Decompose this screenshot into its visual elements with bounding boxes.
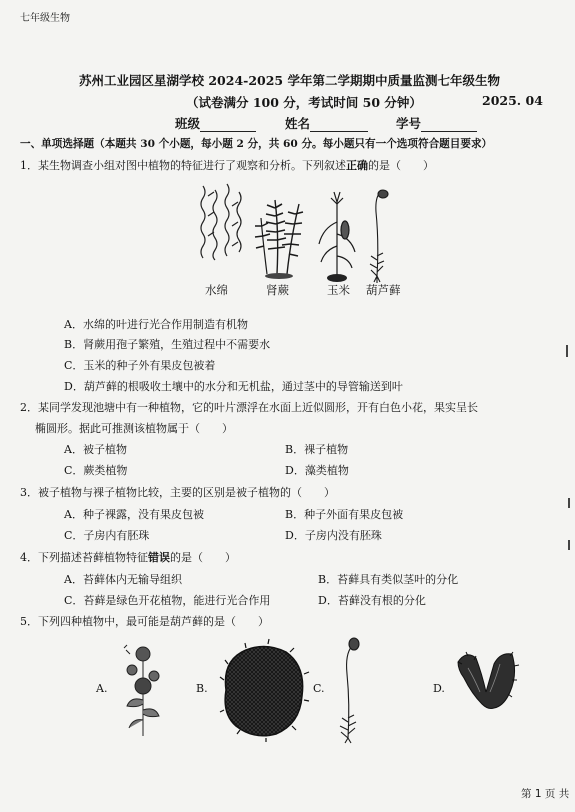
q2-stem-line1: 2．某同学发现池塘中有一种植物，它的叶片漂浮在水面上近似圆形，开有白色小花，果实呈长 <box>20 401 478 414</box>
q4-option-d[interactable]: D．苔藓没有根的分化 <box>318 594 426 607</box>
plant-label-fern: 肾蕨 <box>266 283 289 297</box>
q1-plants-figure <box>195 182 415 292</box>
q5-stem: 5．下列四种植物中，最可能是葫芦藓的是（ ） <box>20 615 269 628</box>
plant-label-corn: 玉米 <box>327 283 350 297</box>
name-field[interactable] <box>285 114 368 132</box>
q1-option-c[interactable]: C．玉米的种子外有果皮包被着 <box>64 359 216 372</box>
grade-tag: 七年级生物 <box>20 13 70 24</box>
fern-drawing <box>255 200 303 279</box>
id-field[interactable] <box>396 114 477 132</box>
q4-option-a[interactable]: A．苔藓体内无输导组织 <box>64 573 182 586</box>
q3-stem: 3．被子植物与裸子植物比较，主要的区别是被子植物的（ ） <box>20 486 335 499</box>
margin-mark <box>566 345 568 357</box>
q2-option-a[interactable]: A．被子植物 <box>64 443 127 456</box>
q5-plant-a <box>118 640 168 740</box>
q4-option-c[interactable]: C．苔藓是绿色开花植物，能进行光合作用 <box>64 594 271 607</box>
q5-option-a[interactable]: A. <box>96 682 108 695</box>
q3-option-c[interactable]: C．子房内有胚珠 <box>64 529 150 542</box>
q5-plant-b <box>216 640 306 740</box>
q1-option-a[interactable]: A．水绵的叶进行光合作用制造有机物 <box>64 318 248 331</box>
spirogyra-drawing <box>201 184 241 260</box>
exam-date: 2025. 04 <box>482 93 543 108</box>
q1-emphasis: 正确 <box>346 159 368 172</box>
margin-mark <box>568 540 570 550</box>
q2-stem-line2: 椭圆形。据此可推测该植物属于（ ） <box>35 422 233 435</box>
q2-option-c[interactable]: C．蕨类植物 <box>64 464 128 477</box>
name-label: 姓名 <box>285 116 311 131</box>
q2-option-b[interactable]: B．裸子植物 <box>285 443 349 456</box>
q4-option-b[interactable]: B．苔藓具有类似茎叶的分化 <box>318 573 459 586</box>
class-label: 班级 <box>175 116 201 131</box>
q3-option-d[interactable]: D．子房内没有胚珠 <box>285 529 382 542</box>
class-field[interactable] <box>175 114 256 132</box>
margin-mark <box>568 498 570 508</box>
q1-stem: 1．某生物调查小组对图中植物的特征进行了观察和分析。下列叙述正确的是（ ） <box>20 159 434 172</box>
corn-drawing <box>319 192 355 282</box>
q5-plant-d <box>452 644 522 714</box>
q4-stem: 4．下列描述苔藓植物特征错误的是（ ） <box>20 551 236 564</box>
section-heading: 一、单项选择题（本题共 30 个小题，每小题 2 分，共 60 分。每小题只有一个选项符合题目要求） <box>20 138 493 150</box>
name-blank[interactable] <box>310 119 368 132</box>
moss-drawing <box>370 190 388 283</box>
q5-option-c[interactable]: C. <box>313 682 325 695</box>
q5-option-d[interactable]: D. <box>433 682 445 695</box>
q3-option-b[interactable]: B．种子外面有果皮包被 <box>285 508 404 521</box>
q4-emphasis: 错误 <box>148 551 170 564</box>
q1-option-b[interactable]: B．肾蕨用孢子繁殖，生殖过程中不需要水 <box>64 338 271 351</box>
q1-option-d[interactable]: D．葫芦藓的根吸收土壤中的水分和无机盐，通过茎中的导管输送到叶 <box>64 380 403 393</box>
q5-option-b[interactable]: B. <box>196 682 208 695</box>
plant-label-spirogyra: 水绵 <box>205 283 228 297</box>
q5-plant-c <box>330 634 370 744</box>
id-label: 学号 <box>396 116 422 131</box>
plant-label-moss: 葫芦藓 <box>366 283 401 297</box>
page-footer: 第 1 页 共 <box>521 788 570 800</box>
q2-option-d[interactable]: D．藻类植物 <box>285 464 349 477</box>
q3-option-a[interactable]: A．种子裸露，没有果皮包被 <box>64 508 204 521</box>
id-blank[interactable] <box>421 119 477 132</box>
exam-title: 苏州工业园区星湖学校 2024-2025 学年第二学期期中质量监测七年级生物 <box>79 73 500 88</box>
class-blank[interactable] <box>200 119 256 132</box>
exam-subtitle: （试卷满分 100 分，考试时间 50 分钟） <box>186 95 422 110</box>
